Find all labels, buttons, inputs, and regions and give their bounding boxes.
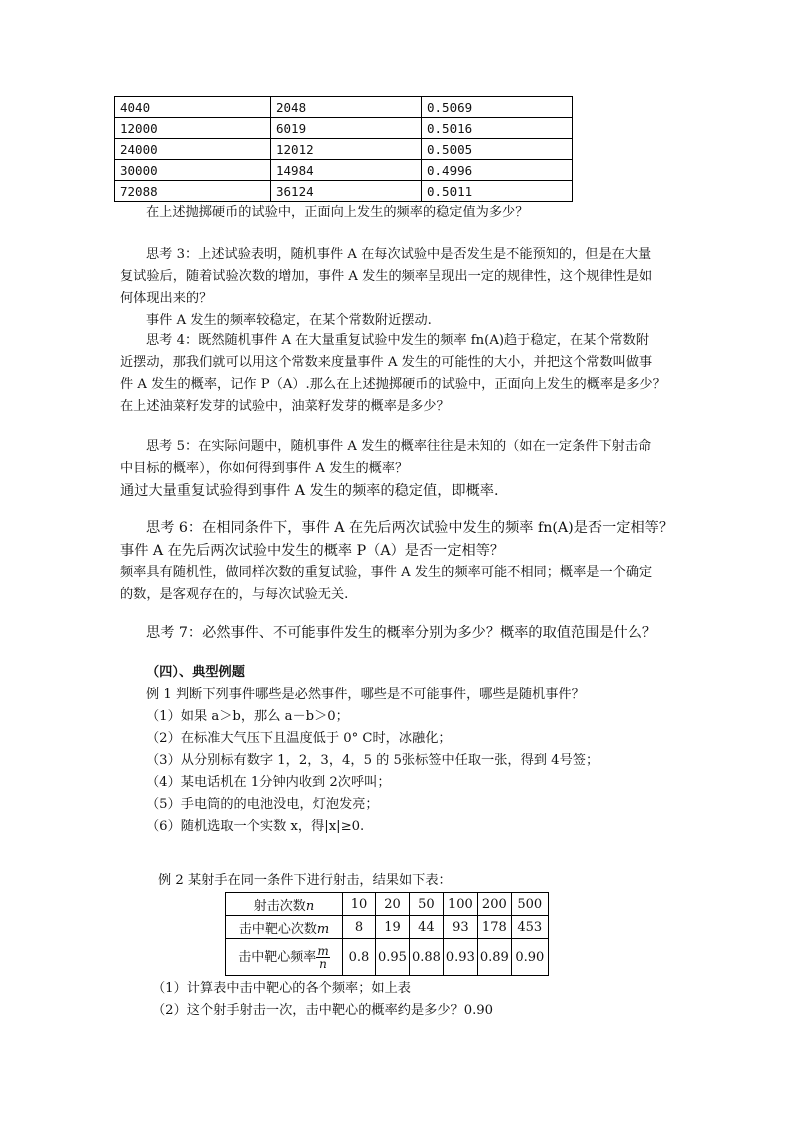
example-1-item-6: （6）随机选取一个实数 x，得|x|≥0. <box>146 819 365 834</box>
table-row <box>226 893 549 916</box>
think-5-line-1: 思考 5：在实际问题中，随机事件 A 发生的概率往往是未知的（如在一定条件下射击命 <box>146 439 652 454</box>
fraction <box>316 945 329 970</box>
table-row <box>115 139 573 160</box>
row-header-label: 击中靶心频率 <box>238 949 317 965</box>
think-7: 思考 7：必然事件、不可能事件发生的概率分别为多少？概率的取值范围是什么？ <box>146 625 657 641</box>
table-row <box>115 97 573 118</box>
row-header <box>226 893 343 916</box>
table-cell: 0.8 <box>343 939 376 976</box>
table-cell: 20 <box>376 893 410 916</box>
table-cell: 0.5005 <box>422 139 573 160</box>
table-cell: 12012 <box>271 139 422 160</box>
table-cell: 453 <box>511 916 548 939</box>
table-row <box>226 939 549 976</box>
row-header-label: 击中靶心次数 <box>238 921 317 937</box>
question-coin: 在上述抛掷硬币的试验中，正面向上发生的频率的稳定值为多少？ <box>146 205 529 220</box>
think-3-answer: 事件 A 发生的频率较稳定，在某个常数附近摆动. <box>146 313 432 328</box>
table-cell: 178 <box>477 916 511 939</box>
think-6-line-4: 的数，是客观存在的，与每次试验无关. <box>120 587 349 602</box>
think-6-line-1: 思考 6：在相同条件下，事件 A 在先后两次试验中发生的频率 fn(A)是否一定相等？ <box>146 520 674 536</box>
think-4-line-2: 近摆动，那我们就可以用这个常数来度量事件 A 发生的可能性的大小，并把这个常数叫做事 <box>120 355 653 370</box>
table-cell: 0.93 <box>443 939 477 976</box>
fraction-denominator: n <box>319 956 327 971</box>
table-cell: 0.5016 <box>422 118 573 139</box>
table-cell: 6019 <box>271 118 422 139</box>
table-row <box>115 118 573 139</box>
row-header-variable: m <box>316 921 330 937</box>
table-row <box>115 160 573 181</box>
section-heading: （四）、典型例题 <box>146 665 245 680</box>
example-2-item-2: （2）这个射手射击一次，击中靶心的概率约是多少？0.90 <box>152 1003 494 1018</box>
think-6-line-3: 频率具有随机性，做同样次数的重复试验，事件 A 发生的频率可能不相同；概率是一个确定 <box>120 565 653 580</box>
table-cell: 10 <box>343 893 376 916</box>
table-cell: 200 <box>477 893 511 916</box>
table-cell: 0.95 <box>376 939 410 976</box>
example-1-item-4: （4）某电话机在 1分钟内收到 2次呼叫； <box>146 775 391 790</box>
fraction-numerator: m <box>317 943 329 958</box>
table-cell: 0.4996 <box>422 160 573 181</box>
table-cell: 0.5011 <box>422 181 573 202</box>
example-2-item-1: （1）计算表中击中靶心的各个频率；如上表 <box>152 981 411 996</box>
think-5-line-2: 中目标的概率），你如何得到事件 A 发生的概率？ <box>120 461 409 476</box>
example-1-item-2: （2）在标准大气压下且温度低于 0° C时，冰融化； <box>146 731 452 746</box>
table-cell: 100 <box>443 893 477 916</box>
example-2-title: 例 2 某射手在同一条件下进行射击，结果如下表： <box>158 873 452 888</box>
table-cell: 44 <box>409 916 443 939</box>
table-row <box>226 916 549 939</box>
table-cell: 500 <box>511 893 548 916</box>
table-cell: 50 <box>409 893 443 916</box>
table-cell: 14984 <box>271 160 422 181</box>
table-cell: 2048 <box>271 97 422 118</box>
table-cell: 30000 <box>115 160 271 181</box>
table-cell: 93 <box>443 916 477 939</box>
row-header-variable: n <box>305 898 315 914</box>
think-4-line-3: 件 A 发生的概率，记作 P（A）.那么在上述抛掷硬币的试验中，正面向上发生的概率是多少？ <box>120 377 666 392</box>
example-1-item-5: （5）手电筒的的电池没电，灯泡发亮； <box>146 797 379 812</box>
table-cell: 72088 <box>115 181 271 202</box>
think-5-answer: 通过大量重复试验得到事件 A 发生的频率的稳定值，即概率. <box>120 483 499 499</box>
table-cell: 36124 <box>271 181 422 202</box>
table-row <box>115 181 573 202</box>
table-cell: 19 <box>376 916 410 939</box>
coin-toss-table <box>114 96 573 202</box>
table-cell: 0.5069 <box>422 97 573 118</box>
think-4-line-4: 在上述油菜籽发芽的试验中，油菜籽发芽的概率是多少？ <box>120 399 450 414</box>
example-1-item-3: （3）从分别标有数字 1，2，3，4，5 的 5张标签中任取一张，得到 4号签； <box>146 753 600 768</box>
table-cell: 0.89 <box>477 939 511 976</box>
think-4-line-1: 思考 4：既然随机事件 A 在大量重复试验中发生的频率 fn(A)趋于稳定，在某个常数附 <box>146 333 650 348</box>
table-cell: 4040 <box>115 97 271 118</box>
shooting-table <box>225 892 549 976</box>
row-header <box>226 916 343 939</box>
think-3-line-1: 思考 3：上述试验表明，随机事件 A 在每次试验中是否发生是不能预知的，但是在大量 <box>146 247 652 262</box>
row-header-label: 射击次数 <box>253 898 306 914</box>
table-cell: 12000 <box>115 118 271 139</box>
table-cell: 0.90 <box>511 939 548 976</box>
table-cell: 8 <box>343 916 376 939</box>
think-6-line-2: 事件 A 在先后两次试验中发生的概率 P（A）是否一定相等？ <box>120 543 505 559</box>
row-header <box>226 939 343 976</box>
example-1-item-1: （1）如果 a＞b，那么 a－b＞0； <box>146 709 349 724</box>
example-1-title: 例 1 判断下列事件哪些是必然事件，哪些是不可能事件，哪些是随机事件？ <box>146 687 585 702</box>
think-3-line-3: 何体现出来的？ <box>120 291 213 306</box>
table-cell: 0.88 <box>409 939 443 976</box>
think-3-line-2: 复试验后，随着试验次数的增加，事件 A 发生的频率呈现出一定的规律性，这个规律性是如 <box>120 269 653 284</box>
table-cell: 24000 <box>115 139 271 160</box>
